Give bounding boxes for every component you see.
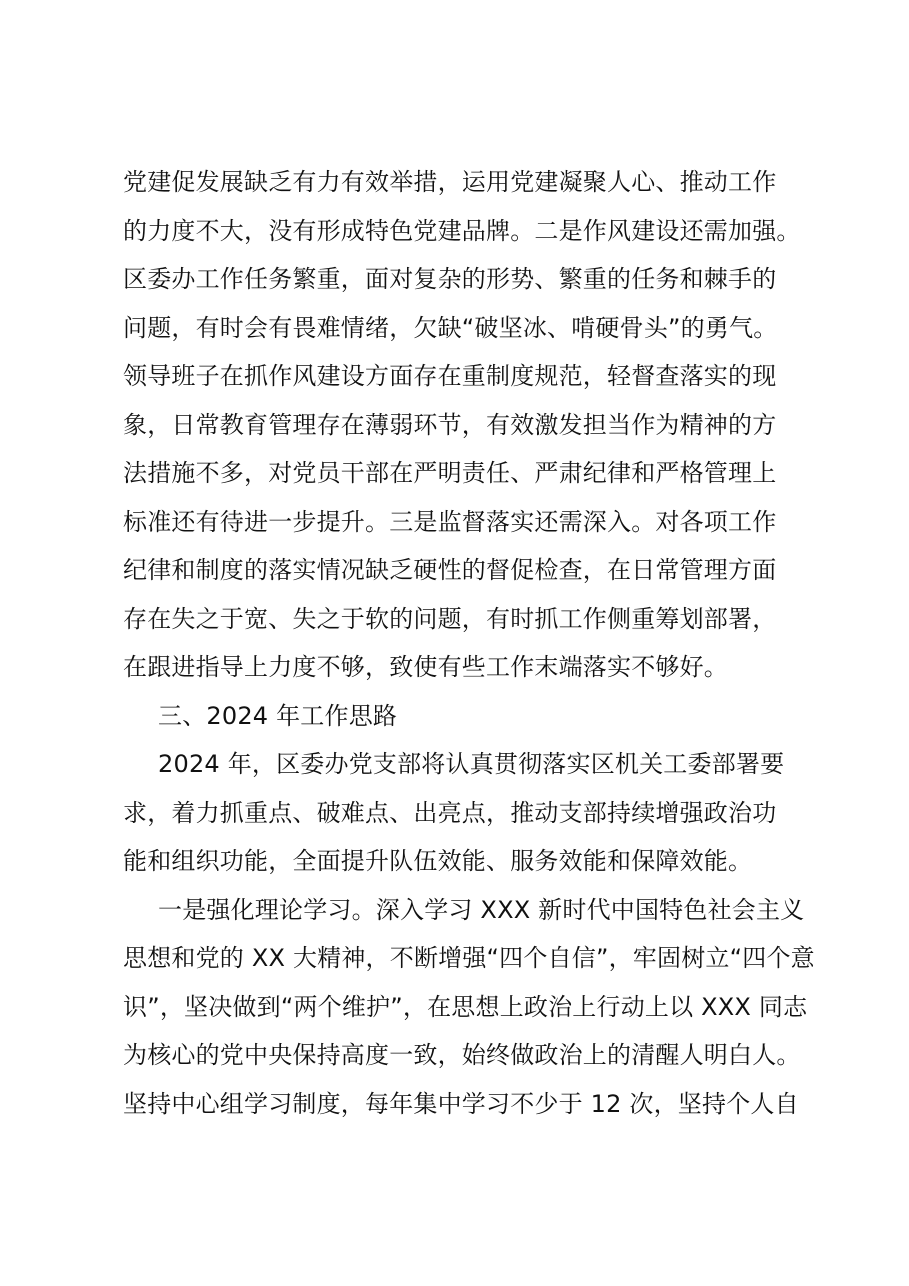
body-text-line: 求，着力抓重点、破难点、出亮点，推动支部持续增强政治功 (123, 799, 777, 827)
body-text-line: 思想和党的 XX 大精神，不断增强“四个自信”，牢固树立“四个意 (123, 944, 815, 972)
body-text-line: 标准还有待进一步提升。三是监督落实还需深入。对各项工作 (123, 508, 777, 536)
body-text-line: 在跟进指导上力度不够，致使有些工作末端落实不够好。 (123, 653, 728, 681)
body-text-line: 区委办工作任务繁重，面对复杂的形势、繁重的任务和棘手的 (123, 265, 777, 293)
body-text-line: 存在失之于宽、失之于软的问题，有时抓工作侧重筹划部署， (123, 605, 777, 633)
body-text-line: 坚持中心组学习制度，每年集中学习不少于 12 次，坚持个人自 (123, 1090, 799, 1118)
body-text-line: 法措施不多，对党员干部在严明责任、严肃纪律和严格管理上 (123, 459, 777, 487)
paragraph-first-line: 一是强化理论学习。深入学习 XXX 新时代中国特色社会主义 (158, 896, 805, 924)
body-text-line: 为核心的党中央保持高度一致，始终做政治上的清醒人明白人。 (123, 1041, 801, 1069)
section-heading: 三、2024 年工作思路 (158, 702, 398, 730)
body-text-line: 的力度不大，没有形成特色党建品牌。二是作风建设还需加强。 (123, 217, 801, 245)
body-text-line: 纪律和制度的落实情况缺乏硬性的督促检查，在日常管理方面 (123, 556, 777, 584)
body-text-line: 象，日常教育管理存在薄弱环节，有效激发担当作为精神的方 (123, 411, 777, 439)
body-text-line: 党建促发展缺乏有力有效举措，运用党建凝聚人心、推动工作 (123, 168, 777, 196)
body-text-line: 领导班子在抓作风建设方面存在重制度规范，轻督查落实的现 (123, 362, 777, 390)
body-text-line: 问题，有时会有畏难情绪，欠缺“破坚冰、啃硬骨头”的勇气。 (123, 314, 778, 342)
paragraph-first-line: 2024 年，区委办党支部将认真贯彻落实区机关工委部署要 (158, 750, 785, 778)
body-text-line: 能和组织功能，全面提升队伍效能、服务效能和保障效能。 (123, 847, 753, 875)
body-text-line: 识”，坚决做到“两个维护”，在思想上政治上行动上以 XXX 同志 (123, 993, 808, 1021)
